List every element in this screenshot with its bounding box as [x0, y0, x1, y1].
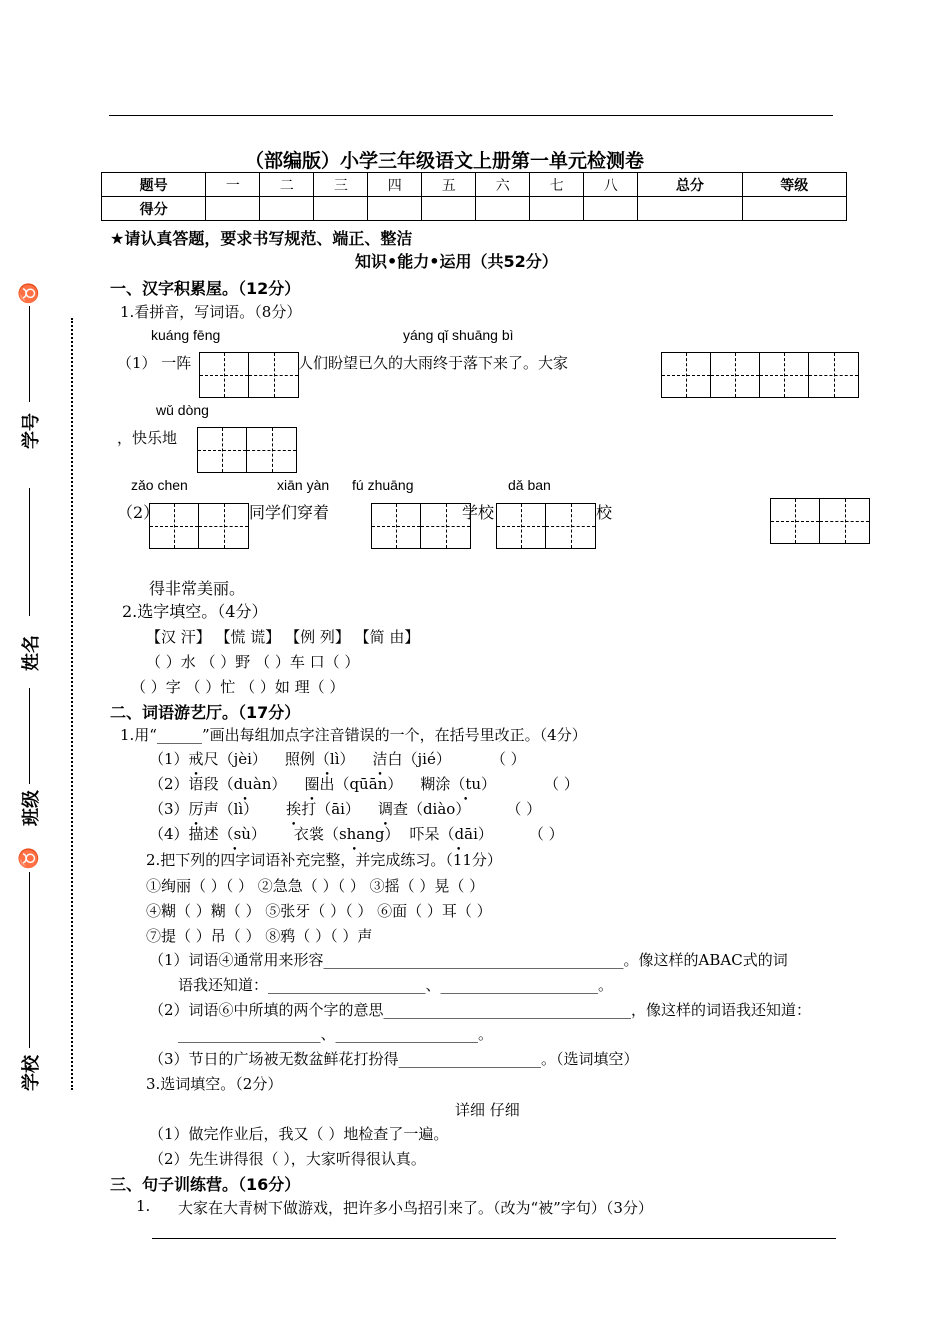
- item-number: （2）: [149, 775, 189, 793]
- item-c: 涂（tu） •: [435, 773, 496, 794]
- s3-q1-number: 1.: [136, 1197, 151, 1215]
- dotted-char: 调: [377, 800, 393, 818]
- dotted-char: 戒: [188, 750, 204, 768]
- q1-label: 1.看拼音，写词语。（8分）: [120, 303, 302, 321]
- section-3-heading: 三、句子训练营。（16分）: [110, 1175, 301, 1194]
- pinyin-yangqishuangbi: yáng qǐ shuāng bì: [403, 327, 514, 343]
- item-number: （3）: [149, 800, 189, 818]
- subtitle: 知识•能力•运用（共52分）: [355, 252, 558, 271]
- pinyin-xianyan: xiān yàn: [277, 477, 330, 493]
- item-b: 出（qūān）: [319, 775, 403, 793]
- score-header-cell: 一: [206, 173, 260, 197]
- s2-q3-label: 3.选词填空。（2分）: [146, 1075, 283, 1093]
- item-c-char: 吓: [409, 825, 425, 843]
- item-c-char: 糊: [420, 775, 436, 793]
- score-header-cell: 二: [260, 173, 314, 197]
- write-box-wudong[interactable]: [197, 427, 297, 473]
- s3-q1-text: 大家在大青树下做游戏，把许多小鸟招引来了。（改为“被”字句）（3分）: [178, 1199, 653, 1217]
- write-box-zaochen[interactable]: [149, 503, 249, 549]
- score-cell[interactable]: [584, 197, 638, 221]
- write-box-fuzhuang[interactable]: [496, 503, 596, 549]
- s2-q2-p1a[interactable]: （1）词语④通常用来形容________________________________________。像这样的ABAC式的词: [149, 951, 788, 969]
- q2-row1: （ ）水 （ ）野 （ ）车 口（ ）: [146, 653, 360, 671]
- q2-label: 2.选字填空。（4分）: [122, 602, 268, 621]
- dotted-char: 挨: [286, 800, 302, 818]
- item-b: 例（lì） •: [300, 748, 355, 769]
- notice: ★请认真答题，要求书写规范、端正、整洁: [110, 229, 413, 248]
- score-cell[interactable]: [422, 197, 476, 221]
- answer-blank[interactable]: （ ）: [528, 825, 564, 843]
- q2-options: 【汉 汗】 【慌 谎】 【例 列】 【简 由】: [146, 628, 420, 646]
- s2-q2-row3: ⑦提（ ）吊（ ） ⑧鸦（ ）（ ）声: [146, 927, 373, 945]
- score-header-cell: 六: [476, 173, 530, 197]
- binding-line: [29, 488, 30, 616]
- s2-q2-row2: ④糊（ ）糊（ ） ⑤张牙（ ）（ ） ⑥面（ ）耳（ ）: [146, 902, 492, 920]
- item-b: 裳（shang） •: [309, 823, 400, 844]
- item-a-char: 描: [188, 825, 204, 843]
- item-a: 述（sù） •: [204, 823, 266, 844]
- binding-symbol-top: ♉: [18, 282, 40, 305]
- binding-line: [29, 872, 30, 1048]
- section-1-heading: 一、汉字积累屋。（12分）: [110, 279, 301, 298]
- score-cell[interactable]: [314, 197, 368, 221]
- item-a: 段（duàn） •: [204, 773, 287, 794]
- item-number: （1）: [149, 750, 189, 768]
- pinyin-item: [149, 748, 526, 769]
- s2-q2-p1b[interactable]: 语我还知道：_____________________、_____________________。: [178, 976, 614, 994]
- q1-line1-start: （1） 一阵: [117, 354, 192, 372]
- binding-symbol-mid: ♉: [18, 847, 40, 870]
- q1-line3-text: 同学们穿着: [249, 503, 330, 522]
- item-b-char: 衣: [293, 825, 309, 843]
- item-c: 白（jié）: [387, 750, 451, 768]
- score-row-label: 得分: [102, 197, 206, 221]
- score-cell[interactable]: [742, 197, 846, 221]
- score-header-cell: 题号: [102, 173, 206, 197]
- binding-dotted-line: [71, 318, 73, 1090]
- score-cell[interactable]: [260, 197, 314, 221]
- s2-q2-row1: ①绚丽（ ）（ ） ②急急（ ）（ ） ③摇（ ）晃（ ）: [146, 877, 485, 895]
- q1-line1-text: 人们盼望已久的大雨终于落下来了。大家: [298, 354, 569, 372]
- binding-line: [29, 688, 30, 784]
- dotted-char: 圈: [304, 775, 320, 793]
- page-title: （部编版）小学三年级语文上册第一单元检测卷: [245, 150, 645, 172]
- score-header-cell: 总分: [638, 173, 742, 197]
- score-table: [101, 172, 847, 221]
- binding-line: [29, 306, 30, 402]
- item-a: 声（lì）: [203, 800, 259, 818]
- dotted-char: 洁: [372, 750, 388, 768]
- s2-q3-words: 详细 仔细: [455, 1101, 520, 1119]
- answer-blank[interactable]: （ ）: [506, 800, 542, 818]
- s2-q2-label: 2.把下列的四字词语补充完整，并完成练习。（11分）: [146, 851, 502, 869]
- write-box-daban[interactable]: [770, 498, 870, 544]
- item-number: （4）: [149, 825, 189, 843]
- item-b-char: 照: [284, 750, 300, 768]
- s2-q3-s2[interactable]: （2）先生讲得很（ ），大家听得很认真。: [149, 1150, 426, 1168]
- score-cell[interactable]: [530, 197, 584, 221]
- pinyin-item: [149, 773, 579, 794]
- item-a: 尺（jèi）: [203, 750, 267, 768]
- score-header-cell: 等级: [742, 173, 846, 197]
- score-cell[interactable]: [476, 197, 530, 221]
- item-a-char: 语: [188, 775, 204, 793]
- label-xingming: 姓名: [21, 635, 42, 671]
- write-box-yangqishuangbi[interactable]: [661, 352, 859, 398]
- s2-q2-p2a[interactable]: （2）词语⑥中所填的两个字的意思_________________________________，像这样的词语我还知道：: [149, 1001, 812, 1019]
- score-table-header-row: [102, 173, 847, 197]
- s2-q2-p2b[interactable]: ___________________、___________________。: [178, 1025, 494, 1043]
- label-xuexiao: 学校: [21, 1055, 42, 1091]
- score-cell[interactable]: [638, 197, 742, 221]
- section-2-heading: 二、词语游艺厅。（17分）: [110, 703, 301, 722]
- pinyin-item: [149, 798, 541, 819]
- item-c: 呆（dāi） •: [425, 823, 493, 844]
- s2-q3-s1[interactable]: （1）做完作业后，我又（ ）地检查了一遍。: [149, 1125, 449, 1143]
- score-cell[interactable]: [206, 197, 260, 221]
- score-header-cell: 八: [584, 173, 638, 197]
- label-banji: 班级: [21, 790, 42, 826]
- pinyin-kuangfeng: kuáng fēng: [151, 327, 221, 343]
- dotted-char: 厉: [188, 800, 204, 818]
- score-header-cell: 五: [422, 173, 476, 197]
- q1-line3-start: （2）: [117, 503, 160, 522]
- pinyin-wudong: wǔ dòng: [156, 402, 209, 418]
- score-header-cell: 七: [530, 173, 584, 197]
- answer-blank[interactable]: （ ）: [490, 750, 526, 768]
- pinyin-zaochen: zǎo chen: [131, 477, 188, 493]
- item-c: 查（diào）: [392, 800, 471, 818]
- top-rule: [109, 115, 833, 116]
- score-cell[interactable]: [368, 197, 422, 221]
- s2-q1-label: 1.用“______”画出每组加点字注音错误的一个，在括号里改正。（4分）: [120, 726, 587, 744]
- q1-line3-school: 学校: [462, 503, 495, 522]
- pinyin-daban: dǎ ban: [508, 477, 551, 493]
- q1-line4: 得非常美丽。: [149, 579, 246, 598]
- s2-q2-p3[interactable]: （3）节日的广场被无数盆鲜花打扮得___________________。（选词填空）: [149, 1050, 639, 1068]
- pinyin-fuzhuang: fú zhuāng: [352, 477, 414, 493]
- answer-blank[interactable]: （ ）: [544, 775, 579, 793]
- score-header-cell: 三: [314, 173, 368, 197]
- pinyin-item: [149, 823, 564, 844]
- write-box-xianyan[interactable]: [371, 503, 471, 549]
- write-box-kuangfeng[interactable]: [199, 352, 299, 398]
- label-xuehao: 学号: [21, 413, 42, 449]
- score-header-cell: 四: [368, 173, 422, 197]
- q1-line2-text: ，快乐地: [117, 429, 178, 447]
- item-b: 打（āi）: [301, 800, 360, 818]
- q1-line3-end: 校: [596, 503, 613, 522]
- score-table-score-row: [102, 197, 847, 221]
- answer-line[interactable]: [152, 1238, 836, 1239]
- q2-row2: （ ）字 （ ）忙 （ ）如 理（ ）: [131, 678, 345, 696]
